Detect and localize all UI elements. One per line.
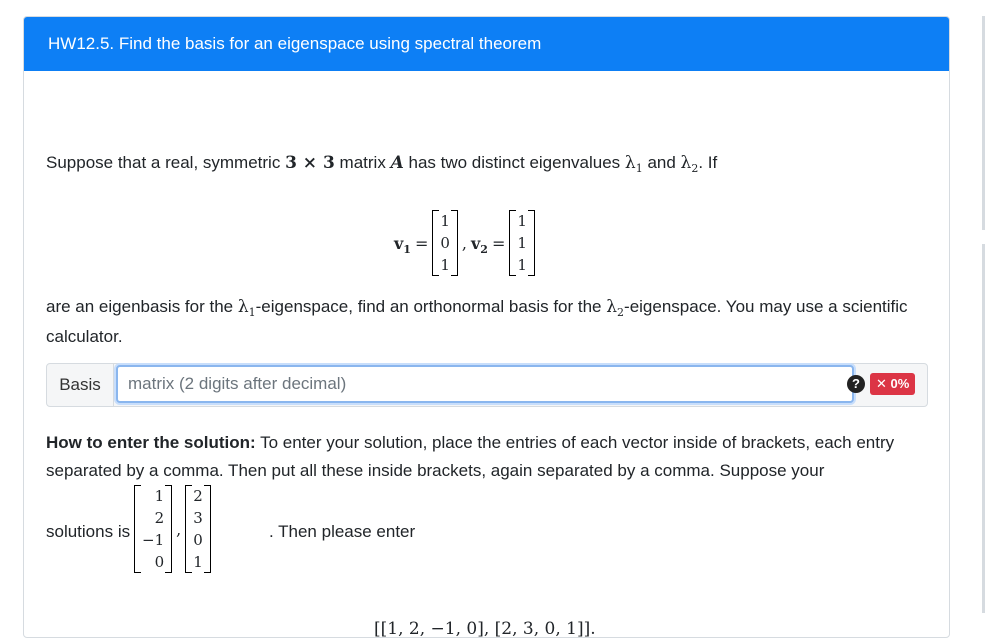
question-intro: Suppose that a real, symmetric 3 × 3 matrix A has two distinct eigenvalues $\lambda_1$ and $\lambda_2$. If: [46, 153, 718, 175]
score-badge: ✕ 0%: [870, 373, 915, 395]
vector-v2: 1 1 1: [509, 210, 535, 276]
matrix-symbol: A: [390, 153, 404, 173]
v1-label: $v_1$: [394, 233, 411, 256]
example-answer-format: [[1, 2, −1, 0], [2, 3, 0, 1]].: [374, 619, 596, 638]
lambda-2: $\lambda_2$: [680, 153, 699, 175]
example-vector-2: 2 3 0 1: [185, 485, 211, 573]
question-circle-icon[interactable]: ?: [847, 375, 865, 393]
v2-label: $v_2$: [471, 233, 488, 256]
question-card: [23, 16, 950, 638]
instructions-text: How to enter the solution: To enter your solution, place the entries of each vector inside of brackets, each entry separated by a comma. Then put all these inside brackets, again separated by a comma. Suppose your: [46, 433, 895, 480]
question-title: HW12.5. Find the basis for an eigenspace using spectral theorem: [24, 17, 949, 71]
basis-label: Basis: [47, 364, 114, 406]
matrix-size: 3 × 3: [285, 153, 335, 173]
example-vector-1: 1 2 −1 0: [134, 485, 172, 573]
example-solution-display: 1 2 −1 0 , 2 3 0 1: [134, 485, 211, 573]
eigenbasis-display: $v_1$ = 1 0 1 , $v_2$ = 1 1 1: [394, 195, 535, 291]
question-prompt: are an eigenbasis for the $\lambda_1$-eigenspace, find an orthonormal basis for the $\lambda_2$-eigenspace. You may use a scientific calculator.: [46, 297, 908, 346]
answer-input-group: [46, 363, 928, 407]
lambda-1: $\lambda_1$: [624, 153, 643, 175]
basis-answer-input[interactable]: [116, 365, 854, 403]
solutions-is-label: solutions is: [46, 522, 131, 541]
vector-v1: 1 0 1: [432, 210, 458, 276]
then-enter-text: . Then please enter: [269, 522, 416, 541]
